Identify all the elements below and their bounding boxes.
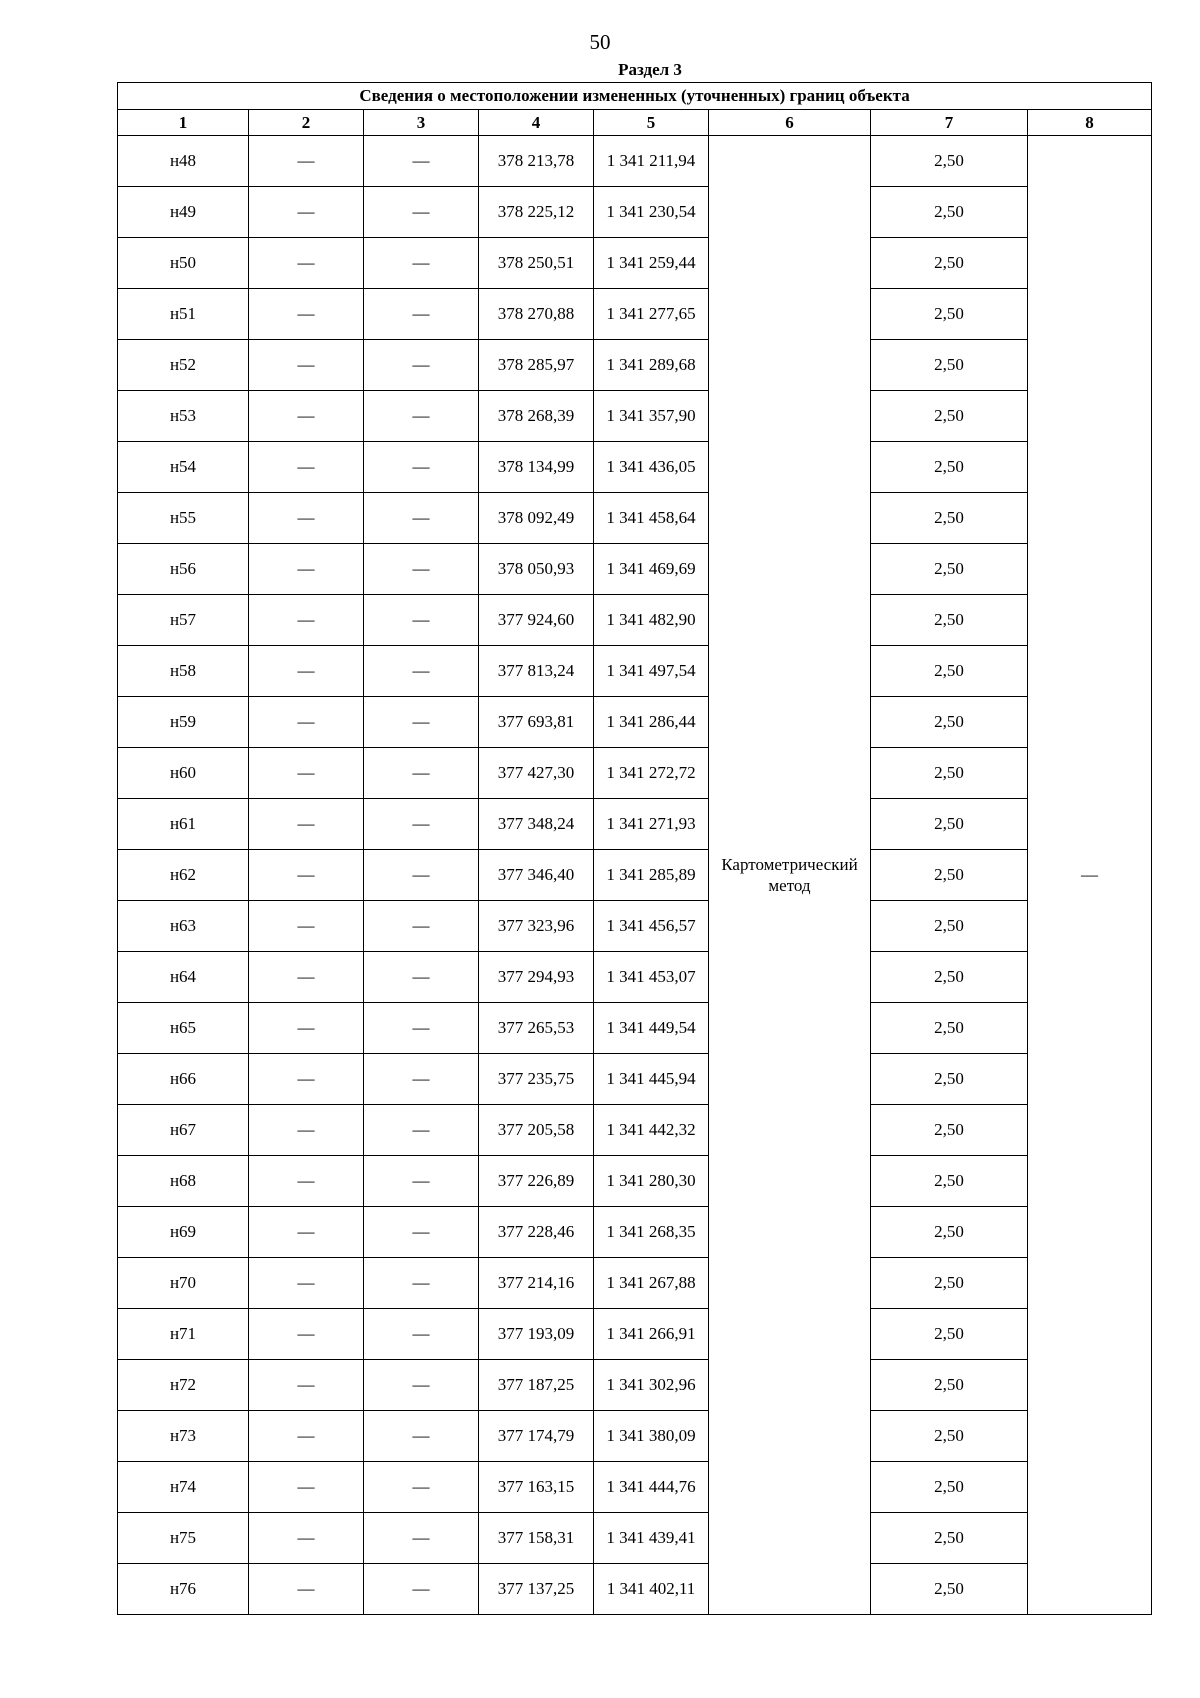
y-coordinate-cell: 1 341 497,54 bbox=[594, 646, 709, 697]
x-coordinate-cell: 378 285,97 bbox=[479, 340, 594, 391]
column-3-cell: — bbox=[364, 1309, 479, 1360]
table-row bbox=[118, 493, 1152, 544]
y-coordinate-cell: 1 341 449,54 bbox=[594, 1003, 709, 1054]
y-coordinate-cell: 1 341 286,44 bbox=[594, 697, 709, 748]
point-number-cell: н57 bbox=[118, 595, 249, 646]
accuracy-cell: 2,50 bbox=[871, 952, 1028, 1003]
point-number-cell: н72 bbox=[118, 1360, 249, 1411]
column-3-cell: — bbox=[364, 1513, 479, 1564]
column-3-cell: — bbox=[364, 1258, 479, 1309]
y-coordinate-cell: 1 341 259,44 bbox=[594, 238, 709, 289]
accuracy-cell: 2,50 bbox=[871, 1054, 1028, 1105]
y-coordinate-cell: 1 341 280,30 bbox=[594, 1156, 709, 1207]
column-2-cell: — bbox=[249, 1003, 364, 1054]
table-row bbox=[118, 544, 1152, 595]
column-2-cell: — bbox=[249, 1411, 364, 1462]
x-coordinate-cell: 377 158,31 bbox=[479, 1513, 594, 1564]
column-3-cell: — bbox=[364, 391, 479, 442]
accuracy-cell: 2,50 bbox=[871, 697, 1028, 748]
column-number: 4 bbox=[479, 110, 594, 136]
y-coordinate-cell: 1 341 380,09 bbox=[594, 1411, 709, 1462]
y-coordinate-cell: 1 341 285,89 bbox=[594, 850, 709, 901]
column-3-cell: — bbox=[364, 340, 479, 391]
x-coordinate-cell: 378 268,39 bbox=[479, 391, 594, 442]
accuracy-cell: 2,50 bbox=[871, 187, 1028, 238]
table-row bbox=[118, 1003, 1152, 1054]
column-3-cell: — bbox=[364, 544, 479, 595]
table-row bbox=[118, 952, 1152, 1003]
column-3-cell: — bbox=[364, 1411, 479, 1462]
x-coordinate-cell: 377 205,58 bbox=[479, 1105, 594, 1156]
column-2-cell: — bbox=[249, 238, 364, 289]
accuracy-cell: 2,50 bbox=[871, 493, 1028, 544]
column-number: 8 bbox=[1028, 110, 1152, 136]
accuracy-cell: 2,50 bbox=[871, 1462, 1028, 1513]
point-number-cell: н56 bbox=[118, 544, 249, 595]
accuracy-cell: 2,50 bbox=[871, 340, 1028, 391]
column-3-cell: — bbox=[364, 748, 479, 799]
column-2-cell: — bbox=[249, 1207, 364, 1258]
accuracy-cell: 2,50 bbox=[871, 646, 1028, 697]
accuracy-cell: 2,50 bbox=[871, 1003, 1028, 1054]
column-2-cell: — bbox=[249, 493, 364, 544]
accuracy-cell: 2,50 bbox=[871, 1360, 1028, 1411]
column-3-cell: — bbox=[364, 799, 479, 850]
point-number-cell: н69 bbox=[118, 1207, 249, 1258]
y-coordinate-cell: 1 341 277,65 bbox=[594, 289, 709, 340]
table-row bbox=[118, 1462, 1152, 1513]
point-number-cell: н67 bbox=[118, 1105, 249, 1156]
table-row bbox=[118, 1513, 1152, 1564]
column-2-cell: — bbox=[249, 136, 364, 187]
y-coordinate-cell: 1 341 469,69 bbox=[594, 544, 709, 595]
column-2-cell: — bbox=[249, 1462, 364, 1513]
column-2-cell: — bbox=[249, 289, 364, 340]
table-row bbox=[118, 850, 1152, 901]
column-3-cell: — bbox=[364, 136, 479, 187]
column-3-cell: — bbox=[364, 289, 479, 340]
point-number-cell: н51 bbox=[118, 289, 249, 340]
column-2-cell: — bbox=[249, 748, 364, 799]
column-2-cell: — bbox=[249, 799, 364, 850]
y-coordinate-cell: 1 341 268,35 bbox=[594, 1207, 709, 1258]
column-3-cell: — bbox=[364, 850, 479, 901]
table-row bbox=[118, 799, 1152, 850]
table-row bbox=[118, 697, 1152, 748]
x-coordinate-cell: 377 294,93 bbox=[479, 952, 594, 1003]
accuracy-cell: 2,50 bbox=[871, 289, 1028, 340]
table-row bbox=[118, 1564, 1152, 1615]
point-number-cell: н64 bbox=[118, 952, 249, 1003]
table-caption: Сведения о местоположении измененных (уточненных) границ объекта bbox=[118, 83, 1152, 110]
column-3-cell: — bbox=[364, 646, 479, 697]
y-coordinate-cell: 1 341 402,11 bbox=[594, 1564, 709, 1615]
table-row bbox=[118, 391, 1152, 442]
accuracy-cell: 2,50 bbox=[871, 799, 1028, 850]
accuracy-cell: 2,50 bbox=[871, 1411, 1028, 1462]
point-number-cell: н54 bbox=[118, 442, 249, 493]
column-2-cell: — bbox=[249, 697, 364, 748]
accuracy-cell: 2,50 bbox=[871, 136, 1028, 187]
column-2-cell: — bbox=[249, 646, 364, 697]
table-row bbox=[118, 289, 1152, 340]
table-row bbox=[118, 901, 1152, 952]
accuracy-cell: 2,50 bbox=[871, 1564, 1028, 1615]
y-coordinate-cell: 1 341 266,91 bbox=[594, 1309, 709, 1360]
y-coordinate-cell: 1 341 267,88 bbox=[594, 1258, 709, 1309]
y-coordinate-cell: 1 341 453,07 bbox=[594, 952, 709, 1003]
point-number-cell: н53 bbox=[118, 391, 249, 442]
column-2-cell: — bbox=[249, 442, 364, 493]
column-2-cell: — bbox=[249, 1513, 364, 1564]
column-3-cell: — bbox=[364, 1564, 479, 1615]
section-title: Раздел 3 bbox=[618, 60, 682, 79]
point-number-cell: н48 bbox=[118, 136, 249, 187]
accuracy-cell: 2,50 bbox=[871, 391, 1028, 442]
column-2-cell: — bbox=[249, 1309, 364, 1360]
column-2-cell: — bbox=[249, 340, 364, 391]
x-coordinate-cell: 377 174,79 bbox=[479, 1411, 594, 1462]
column-number: 1 bbox=[118, 110, 249, 136]
column-2-cell: — bbox=[249, 391, 364, 442]
y-coordinate-cell: 1 341 302,96 bbox=[594, 1360, 709, 1411]
column-3-cell: — bbox=[364, 1156, 479, 1207]
column-2-cell: — bbox=[249, 1054, 364, 1105]
accuracy-cell: 2,50 bbox=[871, 442, 1028, 493]
point-number-cell: н71 bbox=[118, 1309, 249, 1360]
point-number-cell: н52 bbox=[118, 340, 249, 391]
x-coordinate-cell: 377 693,81 bbox=[479, 697, 594, 748]
column-2-cell: — bbox=[249, 1105, 364, 1156]
table-row bbox=[118, 1105, 1152, 1156]
column-3-cell: — bbox=[364, 1054, 479, 1105]
x-coordinate-cell: 377 348,24 bbox=[479, 799, 594, 850]
point-number-cell: н62 bbox=[118, 850, 249, 901]
accuracy-cell: 2,50 bbox=[871, 1258, 1028, 1309]
column-2-cell: — bbox=[249, 1564, 364, 1615]
y-coordinate-cell: 1 341 439,41 bbox=[594, 1513, 709, 1564]
table-row bbox=[118, 1411, 1152, 1462]
y-coordinate-cell: 1 341 272,72 bbox=[594, 748, 709, 799]
x-coordinate-cell: 377 346,40 bbox=[479, 850, 594, 901]
boundary-coordinates-table bbox=[117, 82, 1152, 1615]
column-3-cell: — bbox=[364, 187, 479, 238]
y-coordinate-cell: 1 341 482,90 bbox=[594, 595, 709, 646]
y-coordinate-cell: 1 341 357,90 bbox=[594, 391, 709, 442]
x-coordinate-cell: 377 214,16 bbox=[479, 1258, 594, 1309]
column-3-cell: — bbox=[364, 442, 479, 493]
column-number: 5 bbox=[594, 110, 709, 136]
point-number-cell: н49 bbox=[118, 187, 249, 238]
point-number-cell: н74 bbox=[118, 1462, 249, 1513]
table-row bbox=[118, 340, 1152, 391]
column-2-cell: — bbox=[249, 1156, 364, 1207]
point-number-cell: н59 bbox=[118, 697, 249, 748]
accuracy-cell: 2,50 bbox=[871, 1156, 1028, 1207]
column-3-cell: — bbox=[364, 1462, 479, 1513]
x-coordinate-cell: 377 228,46 bbox=[479, 1207, 594, 1258]
column-number: 7 bbox=[871, 110, 1028, 136]
column-3-cell: — bbox=[364, 238, 479, 289]
column-3-cell: — bbox=[364, 1105, 479, 1156]
point-number-cell: н50 bbox=[118, 238, 249, 289]
x-coordinate-cell: 377 226,89 bbox=[479, 1156, 594, 1207]
y-coordinate-cell: 1 341 442,32 bbox=[594, 1105, 709, 1156]
y-coordinate-cell: 1 341 211,94 bbox=[594, 136, 709, 187]
point-number-cell: н66 bbox=[118, 1054, 249, 1105]
y-coordinate-cell: 1 341 444,76 bbox=[594, 1462, 709, 1513]
y-coordinate-cell: 1 341 289,68 bbox=[594, 340, 709, 391]
column-2-cell: — bbox=[249, 544, 364, 595]
table-row bbox=[118, 595, 1152, 646]
accuracy-cell: 2,50 bbox=[871, 1513, 1028, 1564]
point-number-cell: н75 bbox=[118, 1513, 249, 1564]
y-coordinate-cell: 1 341 230,54 bbox=[594, 187, 709, 238]
table-row bbox=[118, 1258, 1152, 1309]
x-coordinate-cell: 378 225,12 bbox=[479, 187, 594, 238]
column-number: 3 bbox=[364, 110, 479, 136]
table-row bbox=[118, 1207, 1152, 1258]
column-2-cell: — bbox=[249, 901, 364, 952]
x-coordinate-cell: 377 193,09 bbox=[479, 1309, 594, 1360]
x-coordinate-cell: 378 050,93 bbox=[479, 544, 594, 595]
x-coordinate-cell: 377 137,25 bbox=[479, 1564, 594, 1615]
point-number-cell: н70 bbox=[118, 1258, 249, 1309]
column-3-cell: — bbox=[364, 1003, 479, 1054]
x-coordinate-cell: 378 270,88 bbox=[479, 289, 594, 340]
table-row bbox=[118, 1054, 1152, 1105]
table-row bbox=[118, 646, 1152, 697]
column-3-cell: — bbox=[364, 697, 479, 748]
column-3-cell: — bbox=[364, 952, 479, 1003]
point-number-cell: н60 bbox=[118, 748, 249, 799]
accuracy-cell: 2,50 bbox=[871, 1309, 1028, 1360]
y-coordinate-cell: 1 341 436,05 bbox=[594, 442, 709, 493]
column-3-cell: — bbox=[364, 901, 479, 952]
column-2-cell: — bbox=[249, 1360, 364, 1411]
accuracy-cell: 2,50 bbox=[871, 544, 1028, 595]
method-cell: Картометрический метод bbox=[709, 136, 871, 1615]
accuracy-cell: 2,50 bbox=[871, 595, 1028, 646]
x-coordinate-cell: 377 163,15 bbox=[479, 1462, 594, 1513]
accuracy-cell: 2,50 bbox=[871, 850, 1028, 901]
point-number-cell: н55 bbox=[118, 493, 249, 544]
column-number-row bbox=[118, 110, 1152, 136]
point-number-cell: н73 bbox=[118, 1411, 249, 1462]
table-row bbox=[118, 1360, 1152, 1411]
point-number-cell: н63 bbox=[118, 901, 249, 952]
column-3-cell: — bbox=[364, 1207, 479, 1258]
accuracy-cell: 2,50 bbox=[871, 238, 1028, 289]
table-row bbox=[118, 748, 1152, 799]
x-coordinate-cell: 377 427,30 bbox=[479, 748, 594, 799]
column-2-cell: — bbox=[249, 187, 364, 238]
column-2-cell: — bbox=[249, 952, 364, 1003]
column-2-cell: — bbox=[249, 595, 364, 646]
table-row bbox=[118, 442, 1152, 493]
column-2-cell: — bbox=[249, 850, 364, 901]
point-number-cell: н68 bbox=[118, 1156, 249, 1207]
y-coordinate-cell: 1 341 456,57 bbox=[594, 901, 709, 952]
column-3-cell: — bbox=[364, 1360, 479, 1411]
note-cell: — bbox=[1028, 136, 1152, 1615]
accuracy-cell: 2,50 bbox=[871, 1105, 1028, 1156]
column-number: 2 bbox=[249, 110, 364, 136]
accuracy-cell: 2,50 bbox=[871, 1207, 1028, 1258]
point-number-cell: н76 bbox=[118, 1564, 249, 1615]
x-coordinate-cell: 377 813,24 bbox=[479, 646, 594, 697]
x-coordinate-cell: 377 924,60 bbox=[479, 595, 594, 646]
column-3-cell: — bbox=[364, 595, 479, 646]
accuracy-cell: 2,50 bbox=[871, 901, 1028, 952]
y-coordinate-cell: 1 341 458,64 bbox=[594, 493, 709, 544]
table-row bbox=[118, 187, 1152, 238]
y-coordinate-cell: 1 341 445,94 bbox=[594, 1054, 709, 1105]
x-coordinate-cell: 377 265,53 bbox=[479, 1003, 594, 1054]
point-number-cell: н65 bbox=[118, 1003, 249, 1054]
x-coordinate-cell: 378 092,49 bbox=[479, 493, 594, 544]
x-coordinate-cell: 378 250,51 bbox=[479, 238, 594, 289]
table-row bbox=[118, 136, 1152, 187]
column-number: 6 bbox=[709, 110, 871, 136]
x-coordinate-cell: 377 187,25 bbox=[479, 1360, 594, 1411]
table-row bbox=[118, 238, 1152, 289]
x-coordinate-cell: 377 235,75 bbox=[479, 1054, 594, 1105]
y-coordinate-cell: 1 341 271,93 bbox=[594, 799, 709, 850]
x-coordinate-cell: 378 134,99 bbox=[479, 442, 594, 493]
table-row bbox=[118, 1156, 1152, 1207]
table-row bbox=[118, 1309, 1152, 1360]
x-coordinate-cell: 377 323,96 bbox=[479, 901, 594, 952]
point-number-cell: н61 bbox=[118, 799, 249, 850]
accuracy-cell: 2,50 bbox=[871, 748, 1028, 799]
x-coordinate-cell: 378 213,78 bbox=[479, 136, 594, 187]
column-2-cell: — bbox=[249, 1258, 364, 1309]
column-3-cell: — bbox=[364, 493, 479, 544]
point-number-cell: н58 bbox=[118, 646, 249, 697]
page-number: 50 bbox=[589, 30, 611, 54]
